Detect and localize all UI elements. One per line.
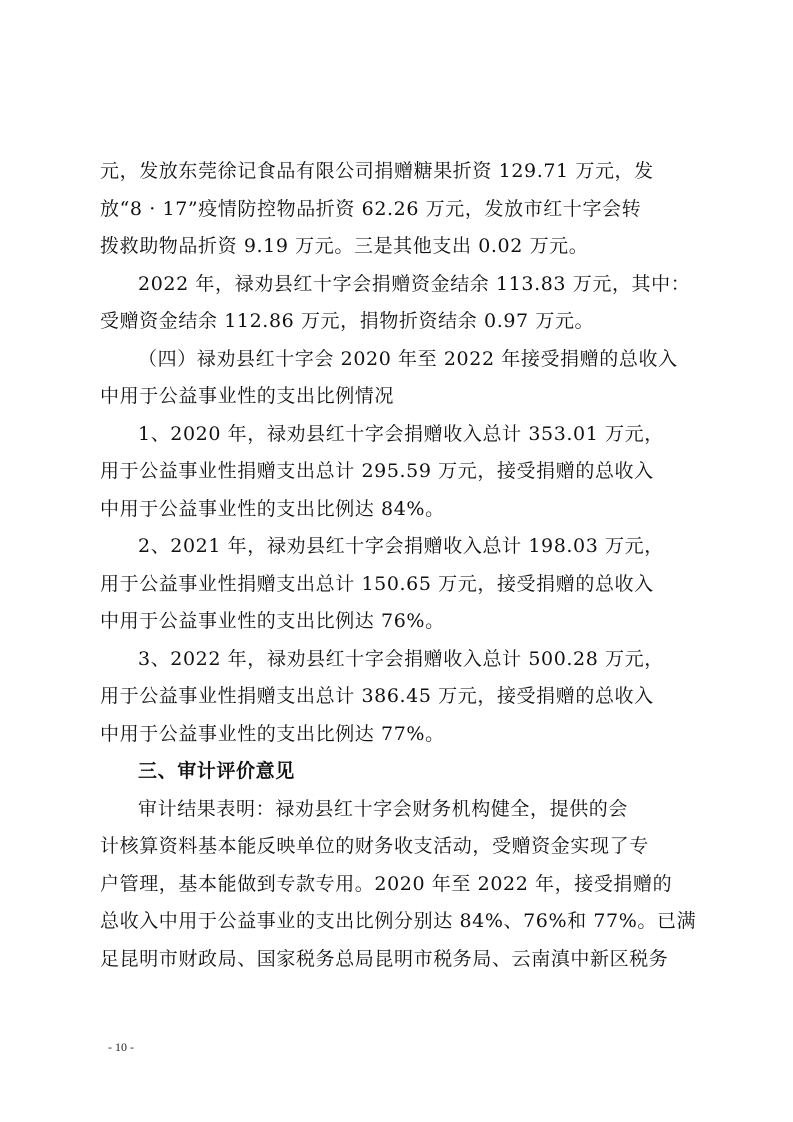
text-line: 审计结果表明：禄劝县红十字会财务机构健全，提供的会 [138,797,629,820]
text-line: 户管理，基本能做到专款专用。2020 年至 2022 年，接受捐赠的 [100,872,673,895]
text-line: 放“8 · 17”疫情防控物品折资 62.26 万元，发放市红十字会转 [100,197,642,220]
page-number: - 10 - [108,1040,134,1054]
text-line: 用于公益事业性捐赠支出总计 295.59 万元，接受捐赠的总收入 [100,460,654,482]
text-line: 受赠资金结余 112.86 万元，捐物折资结余 0.97 万元。 [100,310,595,332]
text-line: 拨救助物品折资 9.19 万元。三是其他支出 0.02 万元。 [100,235,589,257]
text-line: 足昆明市财政局、国家税务总局昆明市税务局、云南滇中新区税务 [100,947,669,970]
text-line: 3、2022 年，禄劝县红十字会捐赠收入总计 500.28 万元， [138,647,664,670]
text-line: 1、2020 年，禄劝县红十字会捐赠收入总计 353.01 万元， [138,422,664,445]
text-line: 计核算资料基本能反映单位的财务收支活动，受赠资金实现了专 [100,835,649,857]
text-line: 总收入中用于公益事业的支出比例分别达 84%、76%和 77%。已满 [100,910,697,932]
text-line: 元，发放东莞徐记食品有限公司捐赠糖果折资 129.71 万元，发 [100,160,654,182]
text-line: 2022 年，禄劝县红十字会捐赠资金结余 113.83 万元，其中： [138,272,691,295]
section-heading: 三、审计评价意见 [138,760,295,782]
text-line: 中用于公益事业性的支出比例达 84%。 [100,497,445,520]
text-line: 中用于公益事业性的支出比例达 77%。 [100,722,445,745]
text-line: 用于公益事业性捐赠支出总计 150.65 万元，接受捐赠的总收入 [100,572,654,595]
text-line: 用于公益事业性捐赠支出总计 386.45 万元，接受捐赠的总收入 [100,685,654,707]
section-subheading: （四）禄劝县红十字会 2020 年至 2022 年接受捐赠的总收入 [138,347,678,370]
text-line: 2、2021 年，禄劝县红十字会捐赠收入总计 198.03 万元， [138,535,664,557]
section-subheading-cont: 中用于公益事业性的支出比例情况 [100,385,395,407]
body-text [100,153,700,978]
text-line: 中用于公益事业性的支出比例达 76%。 [100,610,445,632]
